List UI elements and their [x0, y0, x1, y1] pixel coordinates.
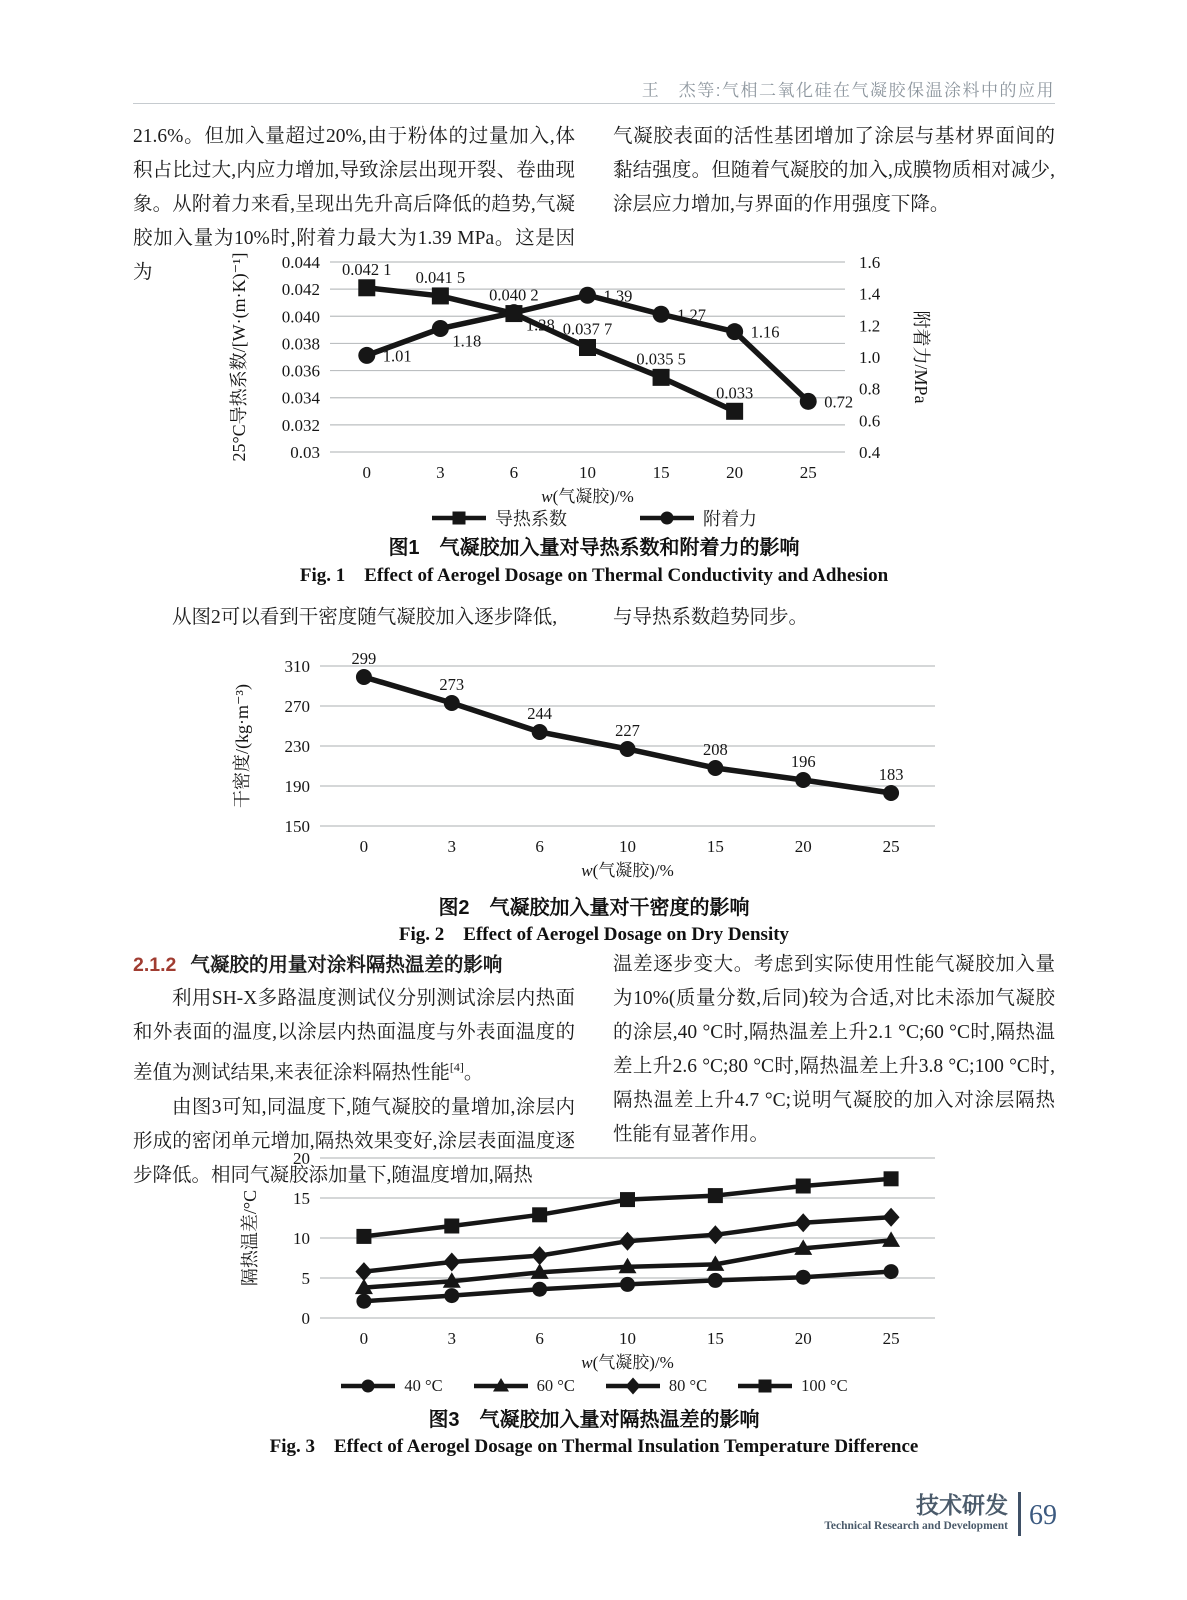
fig1-caption-en: Fig. 1 Effect of Aerogel Dosage on Thermal Conductivity and Adhesion — [299, 565, 889, 586]
data-label: 1.27 — [677, 305, 706, 325]
paragraph-left: 21.6%。但加入量超过20%,由于粉体的过量加入,体积占比过大,内应力增加,导致涂层出现开裂、卷曲现象。从附着力来看,呈现出先升高后降低的趋势,气凝胶加入量为10%时,附着力最大为1.39 MPa。这是因为 — [133, 126, 575, 283]
y-axis-tick: 0.034 — [281, 388, 320, 408]
right-y-axis-tick: 1.4 — [859, 284, 881, 304]
footer-labels — [824, 1492, 1008, 1532]
right-y-axis-tick: 1.6 — [859, 253, 881, 272]
legend-item — [737, 1376, 847, 1396]
square-marker-icon — [796, 1179, 811, 1194]
legend-square-marker-icon — [759, 1380, 772, 1393]
circle-marker-icon — [620, 1277, 635, 1292]
citation-ref: [4] — [449, 1060, 464, 1074]
circle-marker-icon — [796, 1270, 811, 1285]
legend-label: 80 °C — [668, 1376, 708, 1395]
y-axis-tick: 0.038 — [281, 334, 320, 354]
circle-marker-icon — [726, 323, 743, 340]
data-label: 1.16 — [750, 322, 780, 342]
x-axis-tick: 3 — [436, 463, 445, 482]
square-marker-icon — [708, 1188, 723, 1203]
legend-diamond-marker-icon — [625, 1378, 640, 1395]
legend-label: 导热系数 — [495, 509, 567, 529]
right-y-axis-title: 附着力/MPa — [911, 310, 931, 404]
x-axis-tick: 10 — [619, 837, 636, 856]
y-axis-title: 25°C导热系数/[W·(m·K)⁻¹] — [229, 252, 249, 462]
fig2-caption-en: Fig. 2 Effect of Aerogel Dosage on Dry Density — [398, 924, 790, 945]
y-axis-tick: 0.042 — [281, 280, 320, 300]
y-axis-tick: 5 — [301, 1269, 310, 1288]
x-axis-label: w(气凝胶)/% — [581, 861, 674, 880]
data-label: 244 — [527, 704, 553, 723]
square-marker-icon — [532, 1207, 547, 1222]
circle-marker-icon — [883, 785, 899, 801]
right-y-axis-tick: 1.2 — [859, 316, 881, 336]
circle-marker-icon — [532, 724, 548, 740]
data-label: 299 — [351, 652, 377, 668]
circle-marker-icon — [795, 772, 811, 788]
diamond-marker-icon — [531, 1246, 548, 1265]
x-axis-tick: 25 — [799, 463, 817, 482]
legend-marker-square-icon — [737, 1377, 793, 1395]
section-title: 气凝胶的用量对涂料隔热温差的影响 — [190, 954, 503, 976]
circle-marker-icon — [579, 287, 596, 304]
paragraph-block-2 — [133, 601, 1055, 635]
footer-section-en: Technical Research and Development — [824, 1520, 1008, 1532]
diamond-marker-icon — [619, 1232, 636, 1251]
square-marker-icon — [432, 287, 449, 304]
y-axis-tick: 0.044 — [281, 253, 320, 272]
x-axis-tick: 6 — [535, 1329, 544, 1348]
legend-item — [340, 1376, 442, 1396]
x-axis-tick: 20 — [794, 1329, 812, 1348]
circle-marker-icon — [356, 1294, 371, 1309]
square-marker-icon — [884, 1171, 899, 1186]
page-number: 69 — [1029, 1500, 1057, 1531]
data-label: 0.042 1 — [342, 259, 392, 279]
section-number: 2.1.2 — [133, 954, 177, 976]
x-axis-tick: 6 — [535, 837, 544, 856]
bridge-left: 从图2可以看到干密度随气凝胶加入逐步降低, — [172, 607, 558, 628]
legend-item — [431, 505, 567, 531]
legend-item — [473, 1376, 575, 1396]
x-axis-tick: 25 — [882, 837, 900, 856]
bridge-right: 与导热系数趋势同步。 — [613, 607, 809, 628]
y-axis-tick: 230 — [284, 737, 310, 756]
data-label: 0.033 — [716, 383, 754, 403]
section-right-column: 温差逐步变大。考虑到实际使用性能气凝胶加入量为10%(质量分数,后同)较为合适,对比未添加气凝胶的涂层,40 °C时,隔热温差上升2.1 °C;60 °C时,隔热温差上升2.6 °C;80 °C时,隔热温差上升3.8 °C;100 °C时,隔热温差上升4.7 °C;说明气凝胶的加入对涂层隔热性能有显著作用。 — [613, 954, 1055, 1145]
series-line — [364, 1179, 891, 1237]
legend-marker-diamond-icon — [605, 1377, 661, 1395]
x-axis-label: w(气凝胶)/% — [541, 487, 634, 506]
legend-label: 100 °C — [801, 1376, 848, 1395]
legend-marker-triangle-icon — [473, 1377, 529, 1395]
data-label: 196 — [790, 752, 816, 771]
fig3-caption-en: Fig. 3 Effect of Aerogel Dosage on Thermal Insulation Temperature Difference — [269, 1436, 919, 1457]
square-marker-icon — [653, 369, 670, 386]
x-axis-tick: 10 — [579, 463, 596, 482]
fig2-chart — [220, 652, 1020, 885]
paragraph-right: 气凝胶表面的活性基团增加了涂层与基材界面间的黏结强度。但随着气凝胶的加入,成膜物质相对减少,涂层应力增加,与界面的作用强度下降。 — [613, 126, 1055, 215]
legend-label: 60 °C — [536, 1376, 575, 1395]
data-label: 0.035 5 — [636, 349, 686, 369]
x-axis-tick: 10 — [619, 1329, 636, 1348]
square-marker-icon — [620, 1192, 635, 1207]
header-rule — [133, 103, 1055, 104]
data-label: 0.041 5 — [415, 267, 466, 287]
x-axis-tick: 3 — [447, 1329, 457, 1348]
x-axis-tick: 15 — [706, 837, 724, 856]
circle-marker-icon — [708, 1273, 723, 1288]
legend-circle-marker-icon — [362, 1380, 375, 1393]
legend-circle-marker-icon — [661, 512, 674, 525]
fig2-caption-zh: 图2 气凝胶加入量对干密度的影响 — [438, 897, 750, 919]
diamond-marker-icon — [443, 1253, 460, 1272]
y-axis-tick: 0.03 — [290, 443, 320, 462]
y-axis-tick: 15 — [293, 1189, 310, 1208]
circle-marker-icon — [444, 695, 460, 711]
x-axis-tick: 25 — [882, 1329, 900, 1348]
y-axis-tick: 20 — [293, 1149, 310, 1168]
diamond-marker-icon — [883, 1208, 900, 1227]
legend-item — [639, 505, 757, 531]
data-label: 183 — [878, 765, 904, 784]
diamond-marker-icon — [795, 1213, 812, 1232]
data-label: 1.01 — [382, 346, 412, 366]
y-axis-tick: 0 — [301, 1309, 310, 1328]
legend-label: 附着力 — [703, 509, 757, 529]
fig1-plot — [215, 248, 1015, 506]
y-axis-tick: 190 — [284, 777, 310, 796]
square-marker-icon — [358, 279, 375, 296]
data-label: 1.39 — [603, 286, 633, 306]
circle-marker-icon — [800, 393, 817, 410]
section-paragraph-1 — [133, 982, 575, 1091]
y-axis-tick: 0.040 — [281, 307, 320, 327]
data-label: 1.28 — [525, 315, 555, 335]
legend-marker-circle-icon — [340, 1377, 396, 1395]
square-marker-icon — [579, 339, 596, 356]
circle-marker-icon — [653, 306, 670, 323]
legend-marker-circle-icon — [639, 509, 695, 527]
y-axis-tick: 310 — [284, 657, 310, 676]
circle-marker-icon — [358, 347, 375, 364]
footer-section-zh: 技术研发 — [916, 1492, 1008, 1518]
y-axis-tick: 0.036 — [281, 361, 320, 381]
x-axis-tick: 20 — [794, 837, 812, 856]
fig1-legend — [133, 505, 1055, 531]
diamond-marker-icon — [707, 1225, 724, 1244]
legend-marker-square-icon — [431, 509, 487, 527]
fig3-caption-zh: 图3 气凝胶加入量对隔热温差的影响 — [428, 1409, 760, 1431]
square-marker-icon — [726, 403, 743, 420]
y-axis-tick: 0.032 — [281, 415, 320, 435]
y-axis-tick: 150 — [284, 817, 310, 836]
data-label: 0.040 2 — [489, 285, 539, 305]
fig1-chart — [215, 248, 1015, 511]
x-axis-tick: 20 — [726, 463, 744, 482]
circle-marker-icon — [620, 741, 636, 757]
circle-marker-icon — [532, 1282, 547, 1297]
x-axis-label: w(气凝胶)/% — [581, 1353, 674, 1372]
fig2-plot — [220, 652, 1020, 880]
fig1-caption-zh: 图1 气凝胶加入量对导热系数和附着力的影响 — [388, 537, 800, 559]
x-axis-tick: 15 — [652, 463, 670, 482]
y-axis-tick: 10 — [293, 1229, 310, 1248]
circle-marker-icon — [444, 1288, 459, 1303]
circle-marker-icon — [707, 760, 723, 776]
right-y-axis-tick: 0.4 — [859, 443, 881, 462]
running-head: 王 杰等:气相二氧化硅在气凝胶保温涂料中的应用 — [641, 81, 1055, 100]
data-label: 1.18 — [452, 331, 482, 351]
section-paragraph-2: 由图3可知,同温度下,随气凝胶的量增加,涂层内形成的密闭单元增加,隔热效果变好,涂层表面温度逐步降低。相同气凝胶添加量下,随温度增加,隔热 — [133, 1096, 575, 1186]
x-axis-tick: 0 — [359, 1329, 369, 1348]
circle-marker-icon — [505, 304, 522, 321]
square-marker-icon — [444, 1219, 459, 1234]
right-y-axis-tick: 1.0 — [859, 348, 881, 367]
section-paragraph-1-tail: 。 — [463, 1062, 484, 1084]
data-label: 273 — [439, 675, 465, 694]
x-axis-tick: 15 — [706, 1329, 724, 1348]
x-axis-tick: 6 — [509, 463, 519, 482]
x-axis-tick: 3 — [447, 837, 457, 856]
section-paragraph-1-text: 利用SH-X多路温度测试仪分别测试涂层内热面和外表面的温度,以涂层内热面温度与外表面温度的差值为测试结果,来表征涂料隔热性能 — [133, 988, 575, 1084]
x-axis-tick: 0 — [362, 463, 372, 482]
data-label: 0.72 — [824, 392, 854, 412]
y-axis-tick: 270 — [284, 697, 310, 716]
fig3-legend — [133, 1376, 1055, 1396]
section-heading — [133, 948, 575, 982]
fig3-plot — [220, 1146, 1020, 1372]
data-label: 227 — [615, 721, 640, 740]
x-axis-tick: 0 — [359, 837, 369, 856]
y-axis-title: 隔热温差/°C — [240, 1189, 260, 1287]
page-footer — [824, 1492, 1057, 1536]
circle-marker-icon — [432, 320, 449, 337]
circle-marker-icon — [884, 1264, 899, 1279]
circle-marker-icon — [356, 669, 372, 685]
legend-label: 40 °C — [404, 1376, 443, 1395]
legend-square-marker-icon — [453, 512, 466, 525]
legend-item — [605, 1376, 707, 1396]
y-axis-title: 干密度/(kg·m⁻³) — [232, 684, 252, 808]
square-marker-icon — [356, 1229, 371, 1244]
fig3-chart — [220, 1146, 1020, 1377]
data-label: 0.037 7 — [562, 319, 613, 339]
right-y-axis-tick: 0.8 — [859, 379, 881, 399]
data-label: 208 — [702, 740, 728, 759]
right-y-axis-tick: 0.6 — [859, 411, 881, 431]
footer-divider — [1018, 1492, 1021, 1536]
